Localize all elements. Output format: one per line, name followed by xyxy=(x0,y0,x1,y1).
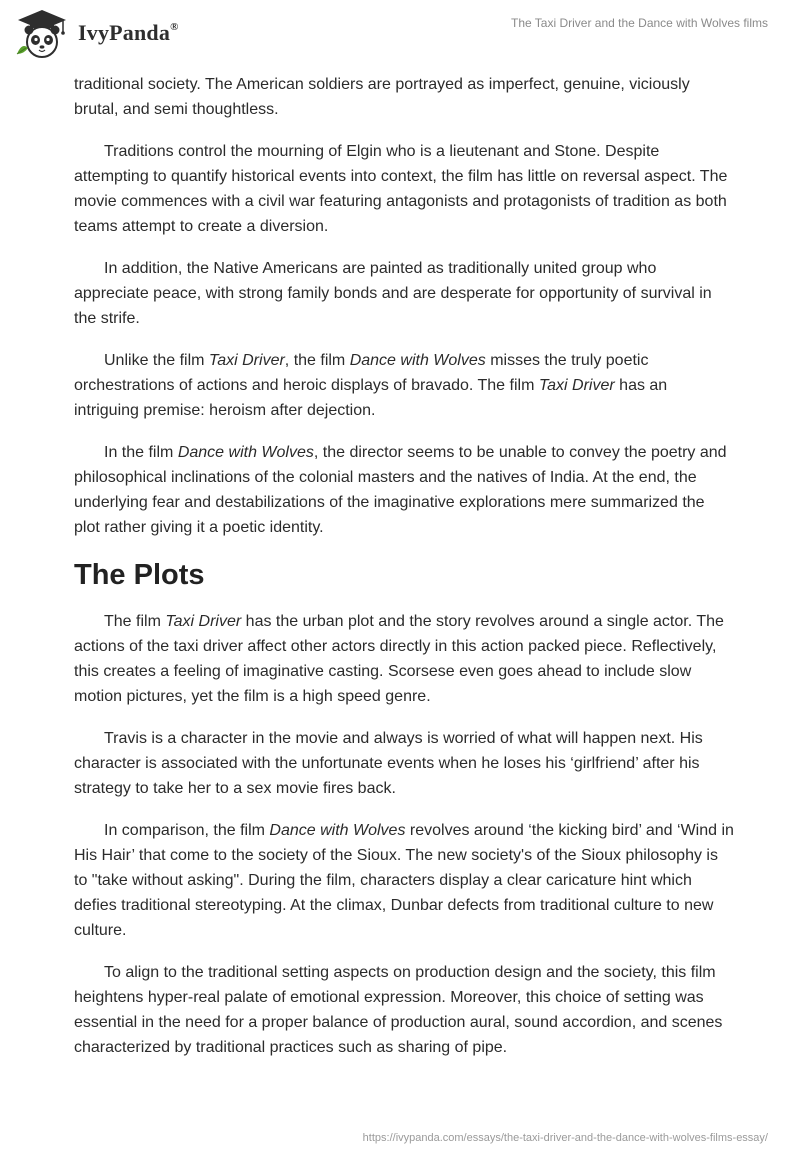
film-title: Taxi Driver xyxy=(208,352,285,369)
film-title: Taxi Driver xyxy=(538,377,615,394)
paragraph: In comparison, the film Dance with Wolves revolves around ‘the kicking bird’ and ‘Wind in His Hair’ that come to the society of the Sioux. The new society's of the Sioux philosophy is to "take without asking". During the film, characters display a clear caricature hint which defies traditional stereotyping. At the climax, Dunbar defects from traditional culture to new culture. xyxy=(74,822,734,939)
film-title: Taxi Driver xyxy=(165,613,242,630)
page-header xyxy=(0,0,800,64)
film-title: Dance with Wolves xyxy=(177,444,314,461)
paragraph: Unlike the film Taxi Driver, the film Dance with Wolves misses the truly poetic orchestrations of actions and heroic displays of bravado. The film Taxi Driver has an intriguing premise: heroism after dejection. xyxy=(74,352,668,419)
section-heading: The Plots xyxy=(74,559,205,591)
registered-mark: ® xyxy=(170,20,179,33)
panda-graduate-icon[interactable] xyxy=(14,8,70,60)
paragraph: To align to the traditional setting aspects on production design and the society, this film heightens hyper-real palate of emotional expression. Moreover, this choice of setting was essential in the need for a proper balance of production aural, sound accordion, and scenes characterized by traditional practices such as sharing of pipe. xyxy=(74,964,723,1056)
brand-name[interactable]: IvyPanda® xyxy=(78,20,179,45)
film-title: Dance with Wolves xyxy=(349,352,486,369)
paragraph: Travis is a character in the movie and always is worried of what will happen next. His character is associated with the unfortunate events when he loses his ‘girlfriend’ after his strategy to take her to a sex movie fires back. xyxy=(74,730,703,797)
source-url[interactable]: https://ivypanda.com/essays/the-taxi-driver-and-the-dance-with-wolves-films-essay/ xyxy=(362,1132,768,1144)
essay-body xyxy=(74,72,734,1077)
document-title: The Taxi Driver and the Dance with Wolves films xyxy=(511,16,768,30)
paragraph: In the film Dance with Wolves, the director seems to be unable to convey the poetry and philosophical inclinations of the colonial masters and the natives of India. At the end, the underlying fear and destabilizations of the imaginative explorations mere summarized the plot rather giving it a poetic identity. xyxy=(74,444,727,536)
paragraph: traditional society. The American soldiers are portrayed as imperfect, genuine, viciously brutal, and semi thoughtless. xyxy=(74,76,690,118)
paragraph: In addition, the Native Americans are painted as traditionally united group who appreciate peace, with strong family bonds and are desperate for opportunity of survival in the strife. xyxy=(74,260,712,327)
paragraph: The film Taxi Driver has the urban plot and the story revolves around a single actor. The actions of the taxi driver affect other actors directly in this action packed piece. Reflectively, this creates a feeling of imaginative casting. Scorsese even goes ahead to include slow motion pictures, yet the film is a high speed genre. xyxy=(74,613,724,705)
film-title: Dance with Wolves xyxy=(269,822,406,839)
paragraph: Traditions control the mourning of Elgin who is a lieutenant and Stone. Despite attempting to quantify historical events into context, the film has little on reversal aspect. The movie commences with a civil war featuring antagonists and protagonists of tradition as both teams attempt to create a diversion. xyxy=(74,143,728,235)
